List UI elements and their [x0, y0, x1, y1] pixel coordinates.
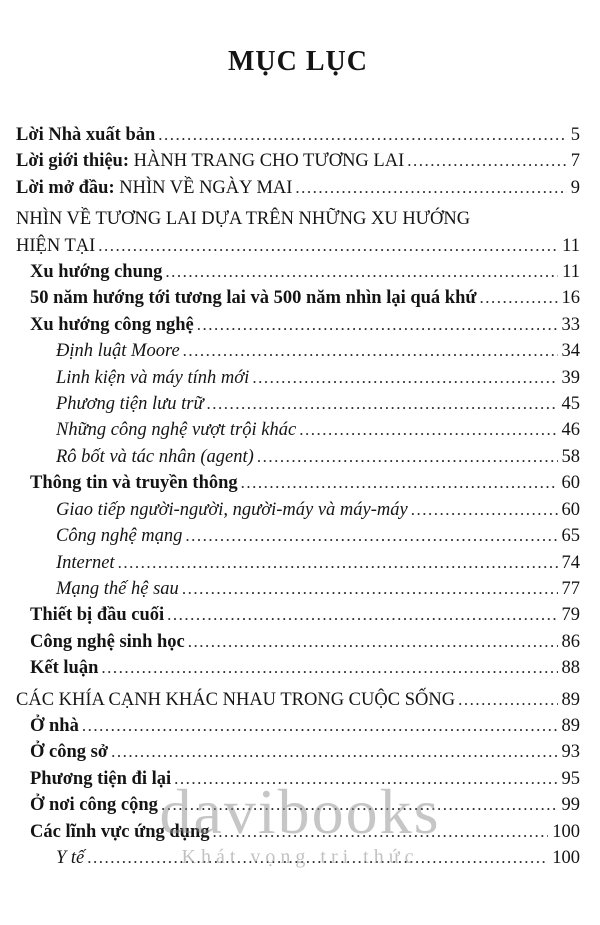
toc-entry-label: Ở nơi công cộng — [30, 795, 158, 816]
dot-leader — [252, 365, 557, 391]
toc-entry-label: Giao tiếp người-người, người-máy và máy-máy — [56, 499, 408, 520]
toc-entry-label: Mạng thế hệ sau — [56, 578, 179, 599]
dot-leader — [207, 391, 558, 417]
toc-entry-label: Ở công sở — [30, 742, 109, 763]
toc-row — [16, 523, 580, 549]
dot-leader — [407, 148, 567, 174]
dot-leader — [197, 312, 558, 338]
toc-row — [16, 175, 580, 201]
toc-page-number: 89 — [561, 689, 580, 710]
toc-row — [16, 550, 580, 576]
dot-leader — [185, 523, 557, 549]
toc-row — [16, 497, 580, 523]
toc-page-number: 11 — [562, 262, 580, 283]
toc-page-number: 45 — [561, 394, 580, 415]
toc-row — [16, 629, 580, 655]
toc-page-number: 60 — [561, 499, 580, 520]
dot-leader — [458, 687, 557, 713]
dot-leader — [101, 655, 557, 681]
toc-entry-label: Ở nhà — [30, 715, 79, 736]
toc-list — [16, 122, 580, 871]
dot-leader — [241, 470, 558, 496]
toc-row — [16, 259, 580, 285]
toc-row — [16, 417, 580, 443]
toc-page-number: 33 — [561, 314, 580, 335]
dot-leader — [299, 417, 557, 443]
dot-leader — [82, 713, 558, 739]
toc-entry-label: Y tế — [56, 847, 85, 868]
toc-entry-label: 50 năm hướng tới tương lai và 500 năm nhìn lại quá khứ — [30, 288, 477, 309]
toc-entry-label: Phương tiện đi lại — [30, 768, 172, 789]
dot-leader — [161, 792, 558, 818]
toc-entry-label: Phương tiện lưu trữ — [56, 394, 204, 415]
toc-row — [16, 792, 580, 818]
toc-page-number: 58 — [561, 446, 580, 467]
toc-entry-label: Lời mở đầu: NHÌN VỀ NGÀY MAI — [16, 177, 293, 198]
dot-leader — [188, 629, 558, 655]
toc-row — [16, 713, 580, 739]
dot-leader — [182, 576, 558, 602]
toc-row — [16, 206, 580, 232]
toc-row — [16, 365, 580, 391]
toc-row — [16, 766, 580, 792]
toc-row — [16, 576, 580, 602]
toc-entry-label: Thông tin và truyền thông — [30, 473, 238, 494]
toc-row — [16, 391, 580, 417]
toc-row — [16, 233, 580, 259]
toc-page-number: 7 — [570, 151, 580, 172]
dot-leader — [87, 845, 548, 871]
dot-leader — [213, 819, 549, 845]
toc-entry-label: Xu hướng chung — [30, 262, 163, 283]
toc-row — [16, 338, 580, 364]
dot-leader — [183, 338, 558, 364]
toc-page-number: 89 — [561, 715, 580, 736]
toc-entry-label: Linh kiện và máy tính mới — [56, 367, 250, 388]
toc-row — [16, 655, 580, 681]
toc-page-number: 11 — [562, 235, 580, 256]
toc-page-number: 16 — [561, 288, 580, 309]
toc-page-number: 86 — [561, 631, 580, 652]
page-title: MỤC LỤC — [228, 46, 368, 77]
toc-page-number: 9 — [570, 177, 580, 198]
toc-row — [16, 739, 580, 765]
dot-leader — [98, 233, 558, 259]
toc-entry-label: NHÌN VỀ TƯƠNG LAI DỰA TRÊN NHỮNG XU HƯỚNG — [16, 209, 471, 230]
toc-page-number: 74 — [561, 552, 580, 573]
toc-entry-label: Định luật Moore — [56, 341, 180, 362]
toc-row — [16, 819, 580, 845]
toc-row — [16, 687, 580, 713]
toc-page-number: 39 — [561, 367, 580, 388]
dot-leader — [165, 259, 558, 285]
toc-page-number: 60 — [561, 473, 580, 494]
toc-entry-label: Internet — [56, 552, 115, 573]
toc-page-number: 95 — [561, 768, 580, 789]
toc-row — [16, 470, 580, 496]
toc-entry-label: Lời giới thiệu: HÀNH TRANG CHO TƯƠNG LAI — [16, 151, 405, 172]
toc-page-number: 46 — [561, 420, 580, 441]
toc-entry-label: Thiết bị đầu cuối — [30, 605, 165, 626]
dot-leader — [158, 122, 566, 148]
toc-page-number: 93 — [561, 742, 580, 763]
toc-entry-label: Công nghệ sinh học — [30, 631, 185, 652]
toc-entry-label: Lời Nhà xuất bản — [16, 125, 156, 145]
toc-entry-label: Những công nghệ vượt trội khác — [56, 420, 297, 441]
toc-entry-label: Rô bốt và tác nhân (agent) — [56, 446, 254, 467]
toc-page-number: 5 — [570, 125, 580, 145]
toc-page-number: 99 — [561, 795, 580, 816]
watermark-slogan: Khát vọng tri thức — [181, 846, 419, 868]
watermark-logo-text: davibooks — [159, 776, 441, 847]
dot-leader — [479, 285, 557, 311]
toc-row — [16, 602, 580, 628]
toc-entry-label: HIỆN TẠI — [16, 235, 96, 256]
toc-entry-label: CÁC KHÍA CẠNH KHÁC NHAU TRONG CUỘC SỐNG — [16, 689, 456, 710]
toc-page-number: 100 — [552, 847, 580, 868]
toc-row — [16, 148, 580, 174]
toc-entry-prefix: Lời mở đầu: — [16, 177, 115, 198]
dot-leader — [257, 444, 558, 470]
toc-entry-label: Kết luận — [30, 658, 99, 679]
toc-page-number: 79 — [561, 605, 580, 626]
toc-page-number: 65 — [561, 526, 580, 547]
toc-page-number: 77 — [561, 578, 580, 599]
toc-page-number: 100 — [552, 821, 580, 842]
toc-row — [16, 312, 580, 338]
toc-row — [16, 122, 580, 148]
toc-page-number: 34 — [561, 341, 580, 362]
dot-leader — [111, 739, 557, 765]
toc-entry-label: Công nghệ mạng — [56, 526, 183, 547]
toc-row — [16, 845, 580, 871]
dot-leader — [167, 602, 557, 628]
dot-leader — [118, 550, 558, 576]
toc-row — [16, 444, 580, 470]
dot-leader — [411, 497, 558, 523]
toc-entry-label: Xu hướng công nghệ — [30, 314, 194, 335]
toc-entry-prefix: Lời giới thiệu: — [16, 151, 129, 172]
toc-entry-label: Các lĩnh vực ứng dụng — [30, 821, 210, 842]
toc-row — [16, 285, 580, 311]
toc-page-number: 88 — [561, 658, 580, 679]
dot-leader — [295, 175, 566, 201]
dot-leader — [174, 766, 557, 792]
